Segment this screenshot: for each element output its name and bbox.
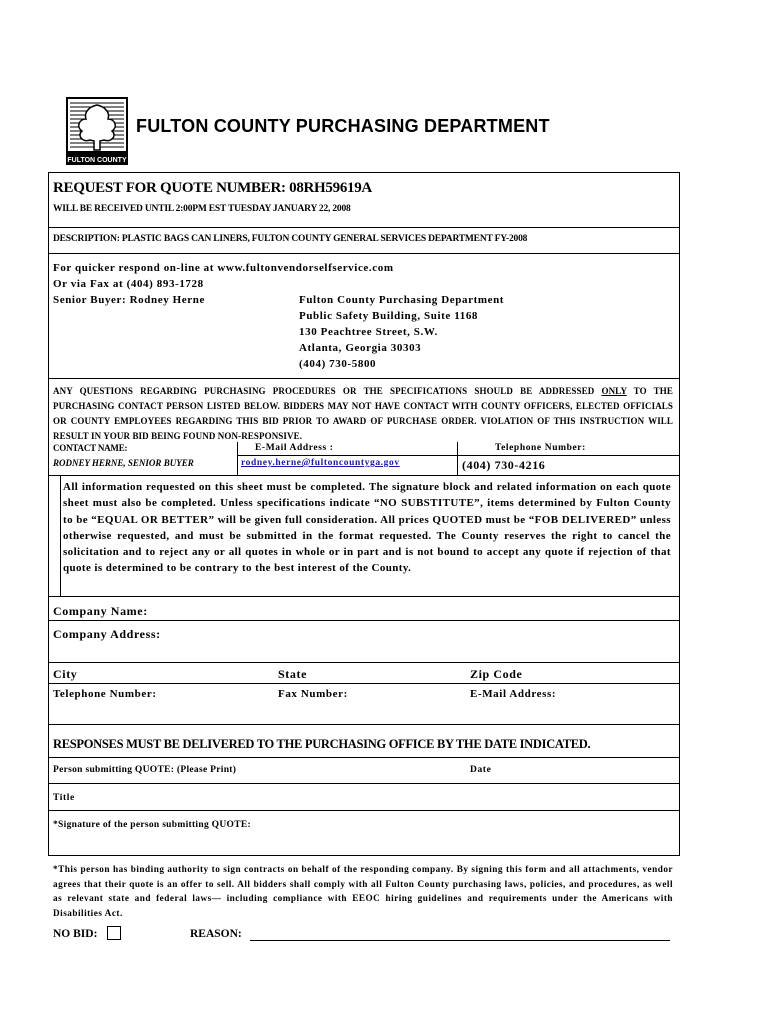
divider: [48, 227, 680, 228]
address-line: Atlanta, Georgia 30303: [299, 342, 422, 354]
fulton-county-logo: [66, 97, 128, 165]
contact-name-header: CONTACT NAME:: [53, 443, 128, 453]
no-bid-checkbox[interactable]: [107, 926, 121, 940]
city-label: City: [53, 667, 78, 681]
reason-input-line[interactable]: [250, 940, 670, 941]
received-until: WILL BE RECEIVED UNTIL 2:00PM EST TUESDAY JANUARY 22, 2008: [53, 204, 351, 214]
fax-label: Fax Number:: [278, 688, 348, 700]
title-label: Title: [53, 793, 75, 803]
telephone-label: Telephone Number:: [53, 688, 157, 700]
divider: [48, 378, 680, 379]
divider: [237, 455, 457, 456]
questions-notice: ANY QUESTIONS REGARDING PURCHASING PROCEDURES OR THE SPECIFICATIONS SHOULD BE ADDRESSED ONLY TO THE PURCHASING CONTACT PERSON LISTED BELOW. BIDDERS MAY NOT HAVE CONTACT WITH COUNTY OFFICERS, ELECTED OFFICIALS OR COUNTY EMPLOYEES REGARDING THIS BID PRIOR TO AWARD OF PURCHASE ORDER. VIOLATION OF THIS INSTRUCTION WILL RESULT IN YOUR BID BEING FOUND NON-RESPONSIVE.: [53, 386, 673, 441]
divider: [48, 475, 680, 476]
email-header: E-Mail Address :: [255, 443, 334, 453]
divider: [48, 810, 680, 811]
reason-label: REASON:: [190, 928, 242, 940]
divider: [60, 475, 61, 596]
divider: [237, 442, 238, 475]
address-line: Public Safety Building, Suite 1168: [299, 310, 479, 322]
divider: [48, 683, 680, 684]
signature-label: *Signature of the person submitting QUOTE:: [53, 820, 251, 830]
address-line: Fulton County Purchasing Department: [299, 294, 505, 306]
company-name-label: Company Name:: [53, 604, 148, 618]
senior-buyer: Senior Buyer: Rodney Herne: [53, 294, 205, 306]
divider: [457, 442, 458, 475]
divider: [48, 855, 680, 856]
divider: [48, 757, 680, 758]
logo-caption: FULTON COUNTY: [67, 157, 127, 164]
online-response-line: For quicker respond on-line at www.fultonvendorselfservice.com: [53, 262, 394, 274]
divider: [457, 455, 680, 456]
authority-notice: *This person has binding authority to sign contracts on behalf of the responding company. By signing this form and all attachments, vendor agrees that their quote is an offer to sell. All bidders shall comply with all Fulton County purchasing laws, policies, and procedures, as well as relevant state and federal laws— including compliance with EEOC hiring guidelines and requirements under the Americans with Disabilities Act.: [53, 864, 673, 918]
date-label: Date: [470, 765, 492, 775]
divider: [48, 662, 680, 663]
state-label: State: [278, 667, 307, 681]
quote-number: REQUEST FOR QUOTE NUMBER: 08RH59619A: [53, 180, 372, 196]
person-submitting-label: Person submitting QUOTE: (Please Print): [53, 765, 237, 775]
zip-code-label: Zip Code: [470, 667, 523, 681]
telephone-header: Telephone Number:: [495, 443, 586, 453]
divider: [48, 620, 680, 621]
company-address-label: Company Address:: [53, 627, 161, 641]
description: DESCRIPTION: PLASTIC BAGS CAN LINERS, FULTON COUNTY GENERAL SERVICES DEPARTMENT FY-2008: [53, 234, 528, 244]
delivery-notice: RESPONSES MUST BE DELIVERED TO THE PURCHASING OFFICE BY THE DATE INDICATED.: [53, 737, 591, 751]
contact-phone-value: (404) 730-4216: [462, 458, 546, 472]
contact-name-value: RODNEY HERNE, SENIOR BUYER: [53, 458, 194, 468]
instructions-paragraph: All information requested on this sheet must be completed. The signature block and related information on each quote sheet must also be completed. Unless specifications indicate “NO SUBSTITUTE”, items determined by Fulton County to be “EQUAL OR BETTER” will be given full consideration. All prices QUOTED must be “FOB DELIVERED” unless otherwise requested, and must be submitted in the format requested. The County reserves the right to cancel the solicitation and to reject any or all quotes in whole or in part and is not bound to accept any quote if rejection of that quote is determined to be contrary to the best interest of the County.: [63, 481, 671, 575]
divider: [48, 253, 680, 254]
email-label: E-Mail Address:: [470, 688, 557, 700]
no-bid-label: NO BID:: [53, 928, 98, 940]
address-line: (404) 730-5800: [299, 358, 377, 370]
divider: [48, 596, 680, 597]
page-title: FULTON COUNTY PURCHASING DEPARTMENT: [136, 116, 550, 136]
address-line: 130 Peachtree Street, S.W.: [299, 326, 438, 338]
contact-email-link[interactable]: rodney.herne@fultoncountyga.gov: [241, 458, 400, 468]
fax-line: Or via Fax at (404) 893-1728: [53, 278, 204, 290]
divider: [48, 783, 680, 784]
divider: [48, 724, 680, 725]
